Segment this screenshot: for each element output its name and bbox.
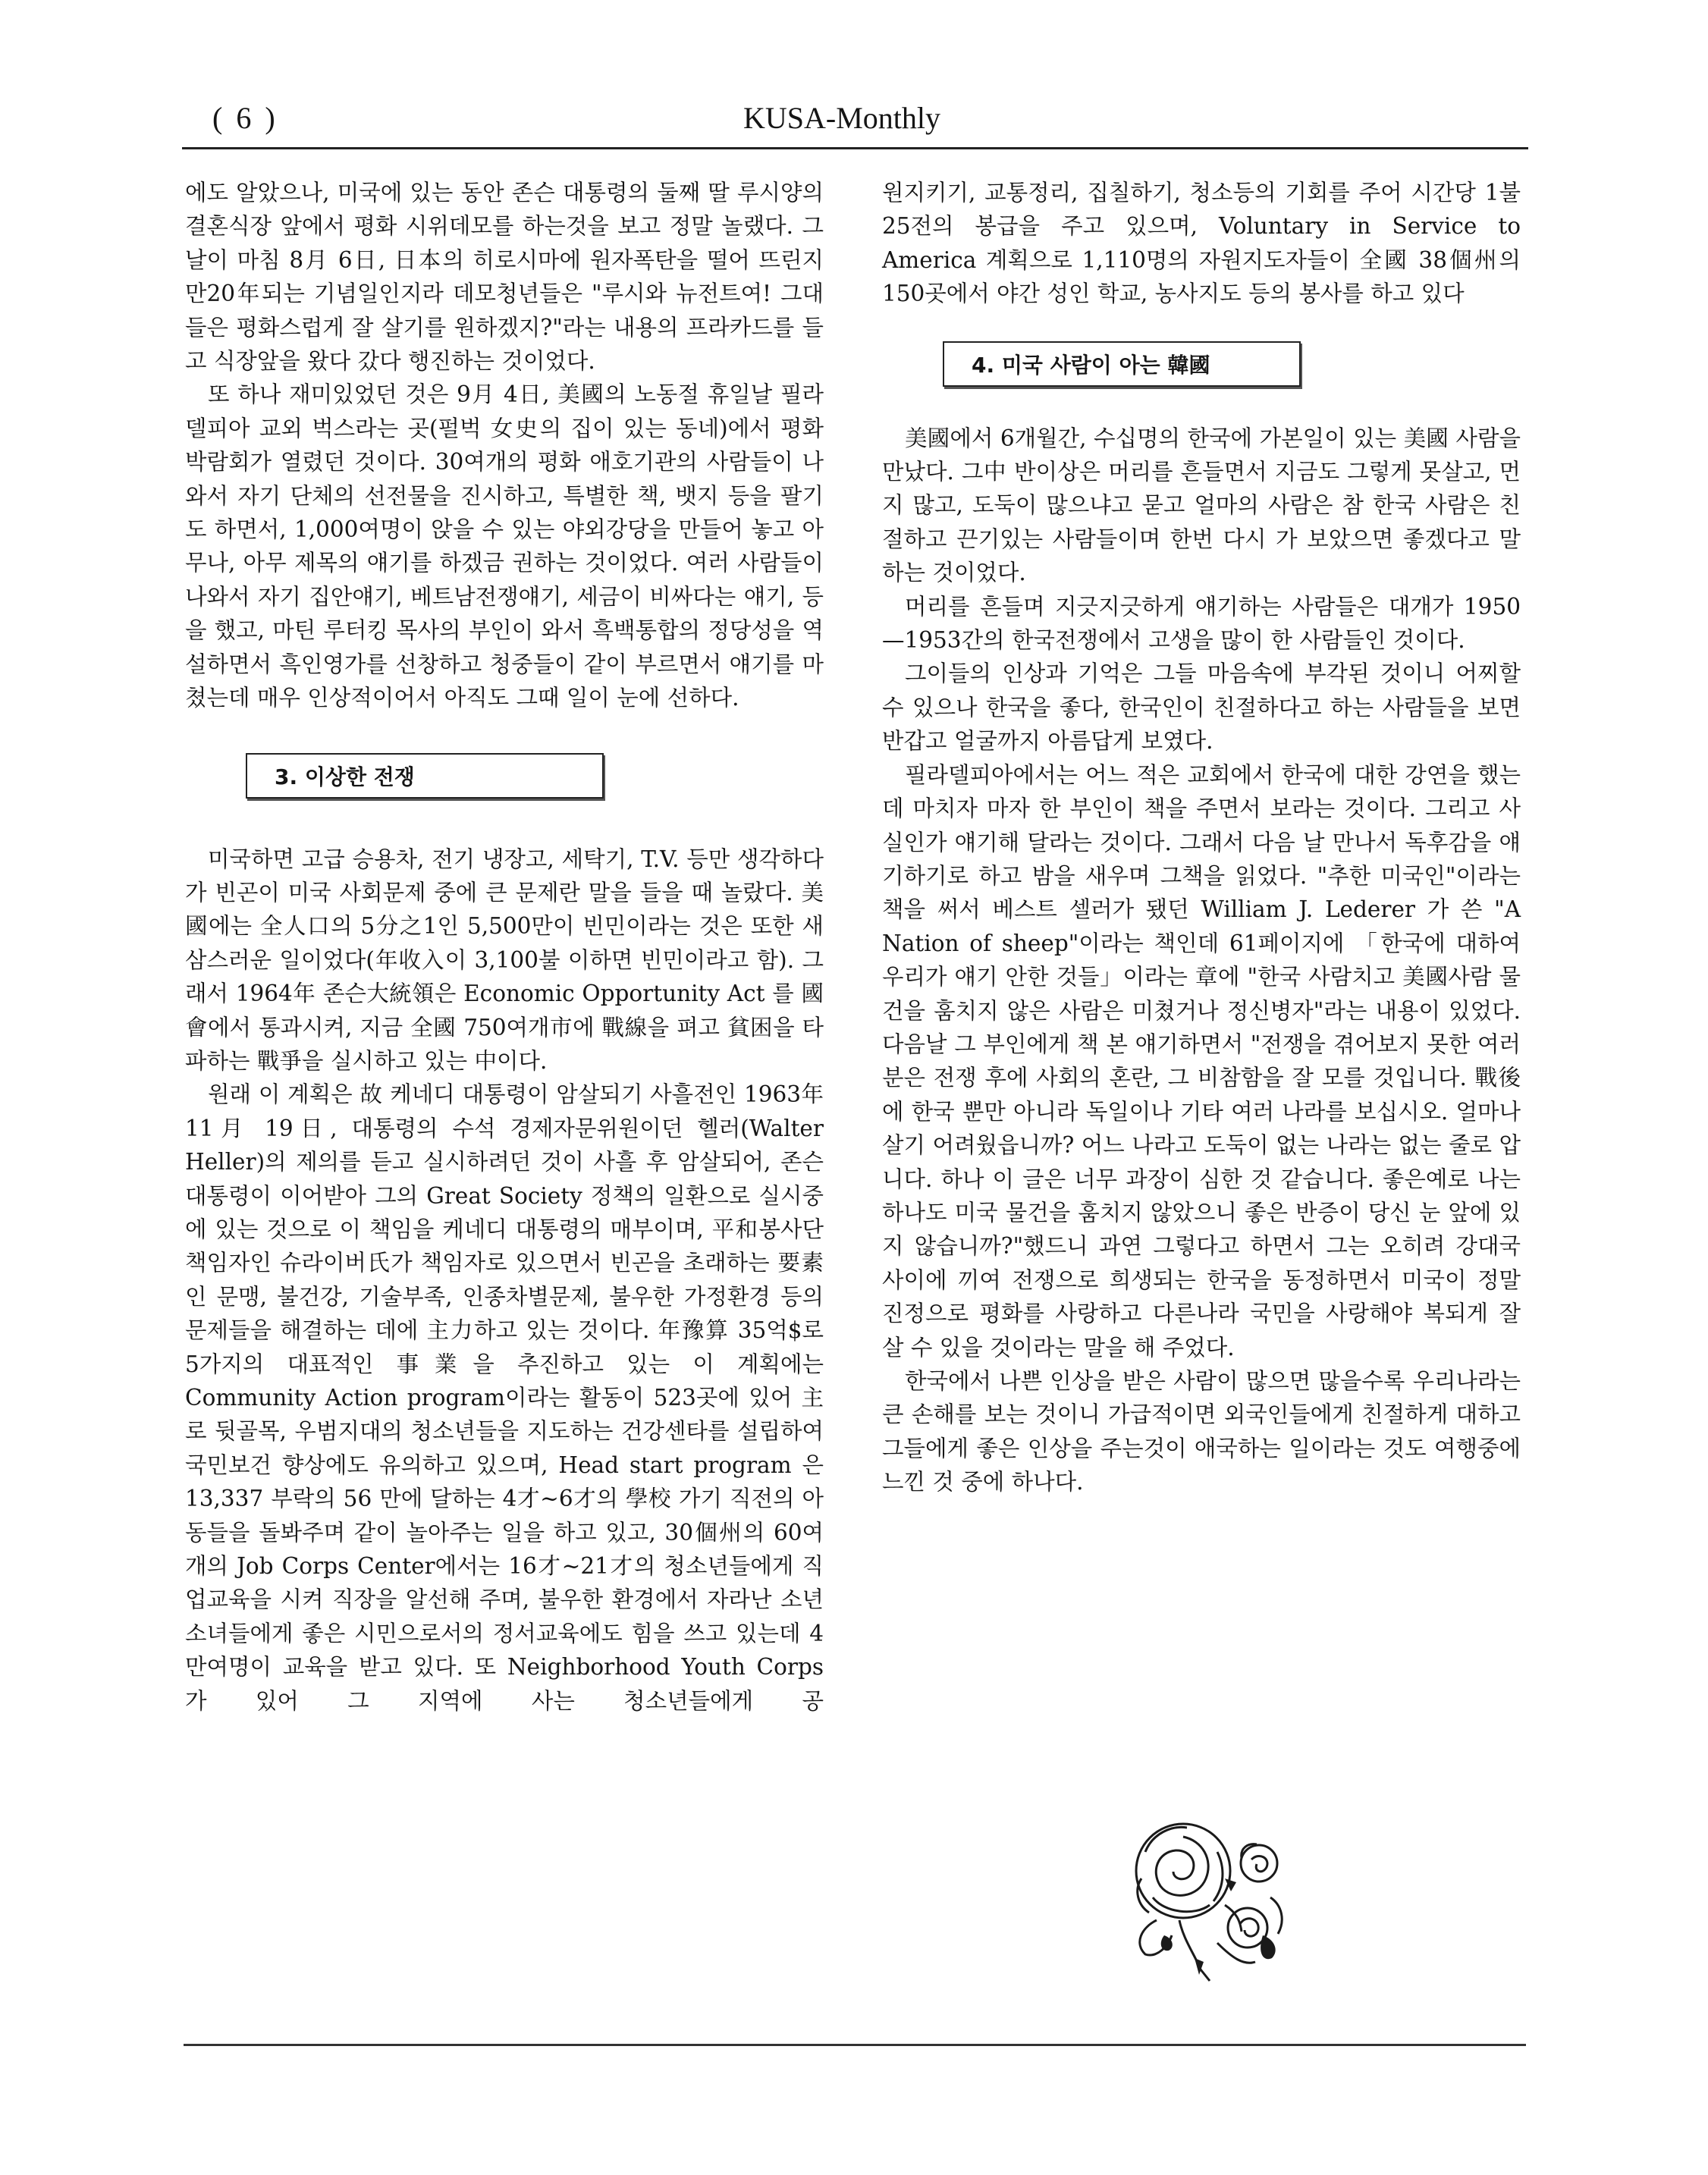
right-column (882, 176, 1521, 1499)
body-paragraph: 그이들의 인상과 기억은 그들 마음속에 부각된 것이니 어찌할 수 있으나 한국을 좋다, 한국인이 친절하다고 하는 사람들을 보면 반갑고 얼굴까지 아름답게 보였다. (882, 661, 1521, 755)
left-column (185, 176, 824, 1718)
page-number: ( 6 ) (212, 101, 278, 135)
header-divider (182, 147, 1528, 149)
section-heading: 4. 미국 사람이 아는 韓國 (972, 352, 1210, 378)
body-paragraph: 에도 알았으나, 미국에 있는 동안 존슨 대통령의 둘째 딸 루시양의 결혼식장 앞에서 평화 시위데모를 하는것을 보고 정말 놀랬다. 그날이 마침 8月 6日, 日本의 히로시마에 원자폭탄을 떨어 뜨린지 만20年되는 기념일인지라 데모청년들은 "루시와 뉴전트여! 그대들은 평화스럽게 잘 살기를 원하겠지?"라는 내용의 프라카드를 들고 식장앞을 왔다 갔다 행진하는 것이었다. (185, 180, 824, 375)
publication-title: KUSA-Monthly (743, 101, 941, 135)
section-heading: 3. 이상한 전쟁 (275, 764, 415, 789)
body-paragraph: 머리를 흔들며 지긋지긋하게 얘기하는 사람들은 대개가 1950—1953간의 한국전쟁에서 고생을 많이 한 사람들인 것이다. (882, 593, 1521, 654)
section-heading-box (246, 753, 604, 799)
body-paragraph: 미국하면 고급 승용차, 전기 냉장고, 세탁기, T.V. 등만 생각하다가 빈곤이 미국 사회문제 중에 큰 문제란 말을 들을 때 놀랐다. 美國에는 全人口의 5分之1인 5,500만이 빈민이라는 것은 또한 새삼스러운 일이었다(年收入이 3,100불 이하면 빈민이라고 함). 그래서 1964年 존슨大統領은 Economic Opportunity Act 를 國會에서 통과시켜, 지금 全國 750여개市에 戰線을 펴고 貧困을 타파하는 戰爭을 실시하고 있는 中이다. (185, 846, 824, 1074)
rose-illustration-icon (1111, 1806, 1301, 1985)
footer-divider (184, 2044, 1526, 2046)
section-heading-box (943, 341, 1301, 387)
body-paragraph: 필라델피아에서는 어느 적은 교회에서 한국에 대한 강연을 했는데 마치자 마자 한 부인이 책을 주면서 보라는 것이다. 그리고 사실인가 얘기해 달라는 것이다. 그래서 다음 날 만나서 독후감을 얘기하기로 하고 밤을 새우며 그책을 읽었다. "추한 미국인"이라는 책을 써서 베스트 셀러가 됐던 William J. Lederer 가 쓴 "A Nation of sheep"이라는 책인데 61페이지에 「한국에 대하여 우리가 얘기 안한 것들」이라는 章에 "한국 사람치고 美國사람 물건을 훔치지 않은 사람은 미쳤거나 정신병자"라는 내용이 있었다. 다음날 그 부인에게 책 본 얘기하면서 "전쟁을 겪어보지 못한 여러분은 전쟁 후에 사회의 혼란, 그 비참함을 잘 모를 것입니다. 戰後에 한국 뿐만 아니라 독일이나 기타 여러 나라를 보십시오. 얼마나 살기 어려웠읍니까? 어느 나라고 도둑이 없는 나라는 없는 줄로 압니다. 하나 이 글은 너무 과장이 심한 것 같습니다. 좋은예로 나는 하나도 미국 물건을 훔치지 않았으니 좋은 반증이 당신 눈 앞에 있지 않습니까?"했드니 과연 그렇다고 하면서 그는 오히려 강대국 사이에 끼여 전쟁으로 희생되는 한국을 동정하면서 미국이 정말 진정으로 평화를 사랑하고 다른나라 국민을 사랑해야 복되게 잘 살 수 있을 것이라는 말을 해 주었다. (882, 761, 1521, 1361)
body-paragraph: 원지키기, 교통정리, 집칠하기, 청소등의 기회를 주어 시간당 1불25전의 봉급을 주고 있으며, Voluntary in Service to America 계획으로 1,110명의 자원지도자들이 全國 38個州의 150곳에서 야간 성인 학교, 농사지도 등의 봉사를 하고 있다 (882, 180, 1521, 307)
page-header (182, 97, 1524, 143)
body-paragraph: 한국에서 나쁜 인상을 받은 사람이 많으면 많을수록 우리나라는 큰 손해를 보는 것이니 가급적이면 외국인들에게 친절하게 대하고 그들에게 좋은 인상을 주는것이 애국하는 일이라는 것도 여행중에 느낀 것 중에 하나다. (882, 1368, 1521, 1496)
body-paragraph: 美國에서 6개월간, 수십명의 한국에 가본일이 있는 美國 사람을 만났다. 그中 반이상은 머리를 흔들면서 지금도 그렇게 못살고, 먼지 많고, 도둑이 많으냐고 묻고 얼마의 사람은 참 한국 사람은 친절하고 끈기있는 사람들이며 한번 다시 가 보았으면 좋겠다고 말하는 것이었다. (882, 425, 1521, 586)
body-paragraph: 또 하나 재미있었던 것은 9月 4日, 美國의 노동절 휴일날 필라델피아 교외 벅스라는 곳(펄벅 女史의 집이 있는 동네)에서 평화 박람회가 열렸던 것이다. 30여개의 평화 애호기관의 사람들이 나와서 자기 단체의 선전물을 진시하고, 특별한 책, 뱃지 등을 팔기도 하면서, 1,000여명이 앉을 수 있는 야외강당을 만들어 놓고 아무나, 아무 제목의 얘기를 하겠금 권하는 것이었다. 여러 사람들이 나와서 자기 집안얘기, 베트남전쟁얘기, 세금이 비싸다는 얘기, 등을 했고, 마틴 루터킹 목사의 부인이 와서 흑백통합의 정당성을 역설하면서 흑인영가를 선창하고 청중들이 같이 부르면서 얘기를 마쳤는데 매우 인상적이어서 아직도 그때 일이 눈에 선하다. (185, 381, 824, 711)
body-paragraph: 원래 이 계획은 故 케네디 대통령이 암살되기 사흘전인 1963年 11月 19日, 대통령의 수석 경제자문위원이던 헬러(Walter Heller)의 제의를 듣고 실시하려던 것이 사흘 후 암살되어, 존슨 대통령이 이어받아 그의 Great Society 정책의 일환으로 실시중에 있는 것으로 이 책임을 케네디 대통령의 매부이며, 平和봉사단 책임자인 슈라이버氏가 책임자로 있으면서 빈곤을 초래하는 要素인 문맹, 불건강, 기술부족, 인종차별문제, 불우한 가정환경 등의 문제들을 해결하는 데에 主力하고 있는 것이다. 年豫算 35억$로 5가지의 대표적인 事業을 추진하고 있는 이 계획에는 Community Action program이라는 활동이 523곳에 있어 主로 뒷골목, 우범지대의 청소년들을 지도하는 건강센타를 설립하여 국민보건 향상에도 유의하고 있으며, Head start program 은 13,337 부락의 56 만에 달하는 4才~6才의 學校 가기 직전의 아동들을 돌봐주며 같이 놀아주는 일을 하고 있고, 30個州의 60여개의 Job Corps Center에서는 16才~21才의 청소년들에게 직업교육을 시켜 직장을 알선해 주며, 불우한 환경에서 자라난 소년소녀들에게 좋은 시민으로서의 정서교육에도 힘을 쓰고 있는데 4만여명이 교육을 받고 있다. 또 Neighborhood Youth Corps 가 있어 그 지역에 사는 청소년들에게 공 (185, 1081, 824, 1714)
